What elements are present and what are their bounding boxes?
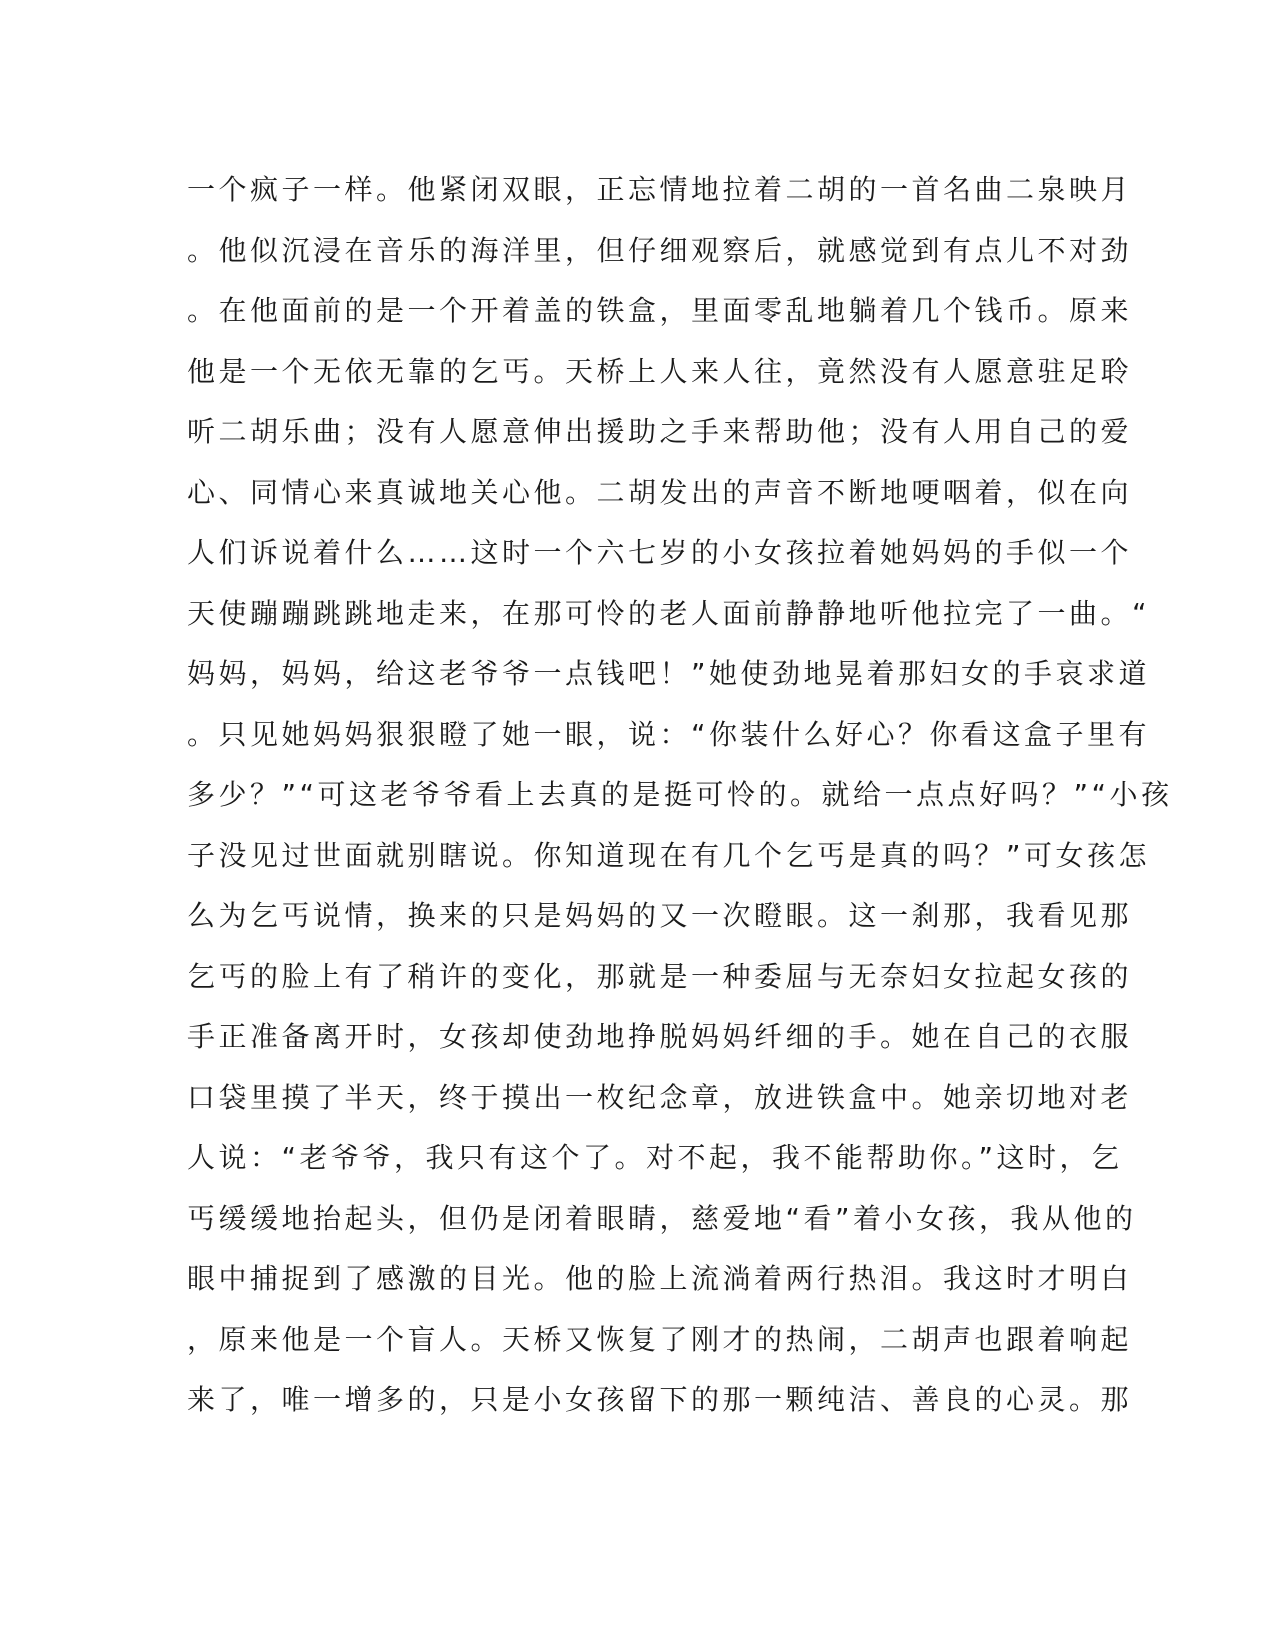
text-line: 手正准备离开时，女孩却使劲地挣脱妈妈纤细的手。她在自己的衣服	[187, 1020, 1133, 1053]
text-line: 乞丐的脸上有了稍许的变化，那就是一种委屈与无奈妇女拉起女孩的	[187, 959, 1133, 993]
text-line: 听二胡乐曲；没有人愿意伸出援助之手来帮助他；没有人用自己的爱	[187, 415, 1133, 448]
text-line: 。他似沉浸在音乐的海洋里，但仔细观察后，就感觉到有点儿不对劲	[187, 233, 1133, 267]
text-line: 人们诉说着什么……这时一个六七岁的小女孩拉着她妈妈的手似一个	[187, 536, 1133, 569]
text-line: ，原来他是一个盲人。天桥又恢复了刚才的热闹，二胡声也跟着响起	[187, 1322, 1133, 1356]
text-line: 。在他面前的是一个开着盖的铁盒，里面零乱地躺着几个钱币。原来	[187, 294, 1133, 327]
text-line: 丐缓缓地抬起头，但仍是闭着眼睛，慈爱地“看”着小女孩，我从他的	[187, 1201, 1137, 1235]
text-line: 口袋里摸了半天，终于摸出一枚纪念章，放进铁盒中。她亲切地对老	[187, 1080, 1133, 1114]
text-line: 妈妈，妈妈，给这老爷爷一点钱吧！”她使劲地晃着那妇女的手哀求道	[187, 657, 1151, 690]
text-line: 子没见过世面就别瞎说。你知道现在有几个乞丐是真的吗？”可女孩怎	[187, 838, 1151, 872]
body-text	[187, 160, 1173, 1431]
text-line: 人说：“老爷爷，我只有这个了。对不起，我不能帮助你。”这时，乞	[187, 1141, 1123, 1174]
text-line: 心、同情心来真诚地关心他。二胡发出的声音不断地哽咽着，似在向	[187, 475, 1133, 509]
text-line: 天使蹦蹦跳跳地走来，在那可怜的老人面前静静地听他拉完了一曲。“	[187, 596, 1151, 630]
text-line: 多少？”“可这老爷爷看上去真的是挺可怜的。就给一点点好吗？”“小孩	[187, 778, 1173, 811]
text-line: 一个疯子一样。他紧闭双眼，正忘情地拉着二胡的一首名曲二泉映月	[187, 173, 1133, 206]
text-line: 。只见她妈妈狠狠瞪了她一眼，说：“你装什么好心？你看这盒子里有	[187, 717, 1151, 751]
text-line: 么为乞丐说情，换来的只是妈妈的又一次瞪眼。这一刹那，我看见那	[187, 899, 1133, 932]
text-line: 眼中捕捉到了感激的目光。他的脸上流淌着两行热泪。我这时才明白	[187, 1262, 1133, 1295]
text-line: 来了，唯一增多的，只是小女孩留下的那一颗纯洁、善良的心灵。那	[187, 1383, 1133, 1416]
text-line: 他是一个无依无靠的乞丐。天桥上人来人往，竟然没有人愿意驻足聆	[187, 354, 1133, 388]
